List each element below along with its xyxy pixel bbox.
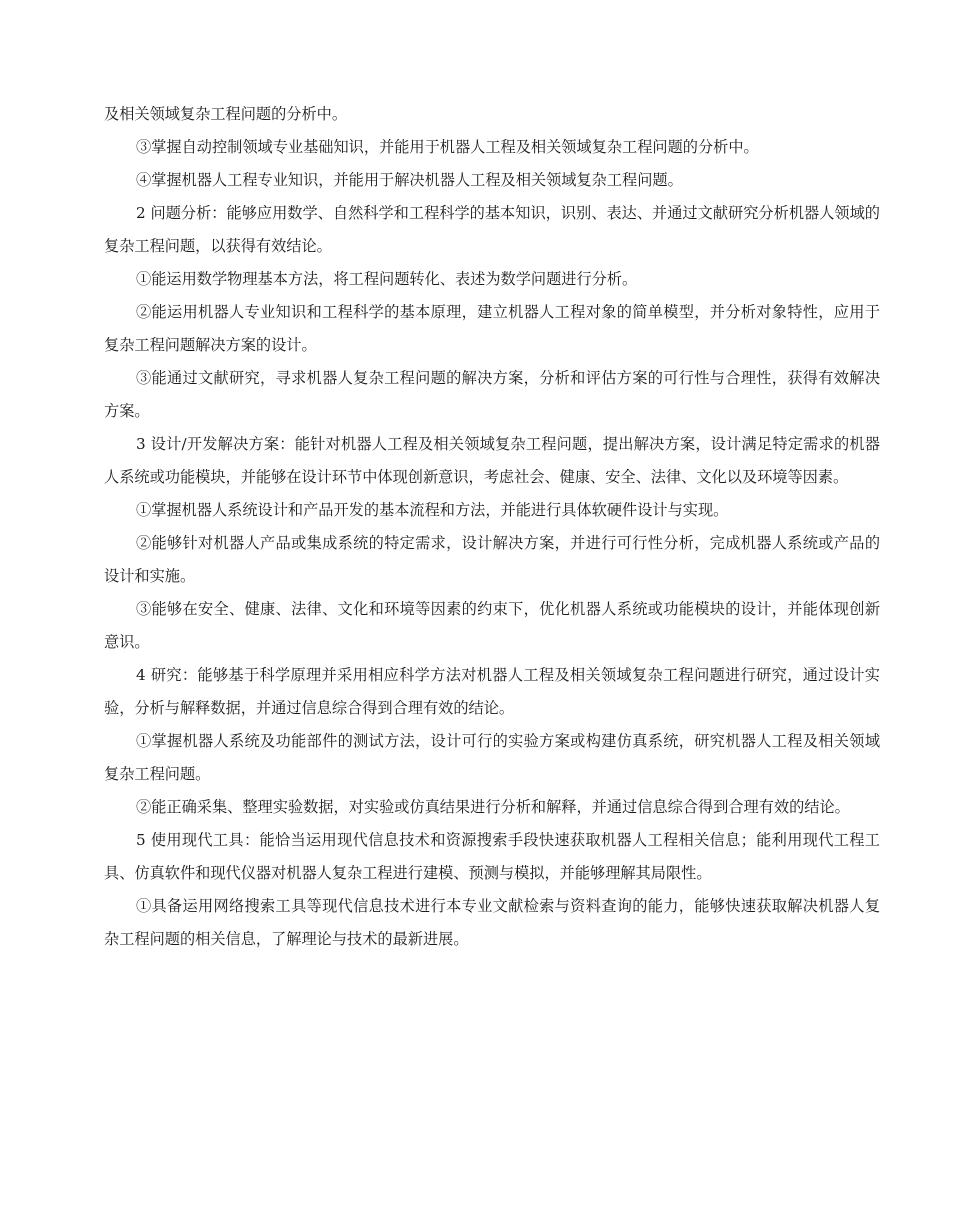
paragraph-2-2: ②能运用机器人专业知识和工程科学的基本原理，建立机器人工程对象的简单模型，并分析对象特性，应用于复杂工程问题解决方案的设计。 (104, 303, 880, 354)
paragraph-1-4: ④掌握机器人工程专业知识，并能用于解决机器人工程及相关领域复杂工程问题。 (136, 171, 683, 189)
paragraph-continuation: 及相关领域复杂工程问题的分析中。 (104, 105, 347, 123)
paragraph-4-2: ②能正确采集、整理实验数据，对实验或仿真结果进行分析和解释，并通过信息综合得到合理有效的结论。 (136, 798, 850, 816)
paragraph-4-1: ①掌握机器人系统及功能部件的测试方法，设计可行的实验方案或构建仿真系统，研究机器人工程及相关领域复杂工程问题。 (104, 732, 880, 783)
paragraph-section-3: 3 设计/开发解决方案：能针对机器人工程及相关领域复杂工程问题，提出解决方案，设计满足特定需求的机器人系统或功能模块，并能够在设计环节中体现创新意识，考虑社会、健康、安全、法律、文化以及环境等因素。 (104, 435, 880, 486)
paragraph-section-4: 4 研究：能够基于科学原理并采用相应科学方法对机器人工程及相关领域复杂工程问题进行研究，通过设计实验，分析与解释数据，并通过信息综合得到合理有效的结论。 (104, 666, 880, 717)
paragraph-3-1: ①掌握机器人系统设计和产品开发的基本流程和方法，并能进行具体软硬件设计与实现。 (136, 501, 729, 519)
paragraph-1-3: ③掌握自动控制领域专业基础知识，并能用于机器人工程及相关领域复杂工程问题的分析中。 (136, 138, 759, 156)
paragraph-section-2: 2 问题分析：能够应用数学、自然科学和工程科学的基本知识，识别、表达、并通过文献研究分析机器人领域的复杂工程问题，以获得有效结论。 (104, 204, 880, 255)
paragraph-3-2: ②能够针对机器人产品或集成系统的特定需求，设计解决方案，并进行可行性分析，完成机器人系统或产品的设计和实施。 (104, 534, 880, 585)
paragraph-3-3: ③能够在安全、健康、法律、文化和环境等因素的约束下，优化机器人系统或功能模块的设计，并能体现创新意识。 (104, 600, 880, 651)
paragraph-5-1: ①具备运用网络搜索工具等现代信息技术进行本专业文献检索与资料查询的能力，能够快速获取解决机器人复杂工程问题的相关信息，了解理论与技术的最新进展。 (104, 897, 880, 948)
paragraph-2-1: ①能运用数学物理基本方法，将工程问题转化、表述为数学问题进行分析。 (136, 270, 638, 288)
document-page (104, 98, 880, 956)
paragraph-2-3: ③能通过文献研究，寻求机器人复杂工程问题的解决方案，分析和评估方案的可行性与合理性，获得有效解决方案。 (104, 369, 880, 420)
paragraph-section-5: 5 使用现代工具：能恰当运用现代信息技术和资源搜索手段快速获取机器人工程相关信息；能利用现代工程工具、仿真软件和现代仪器对机器人复杂工程进行建模、预测与模拟，并能够理解其局限性。 (104, 831, 880, 882)
